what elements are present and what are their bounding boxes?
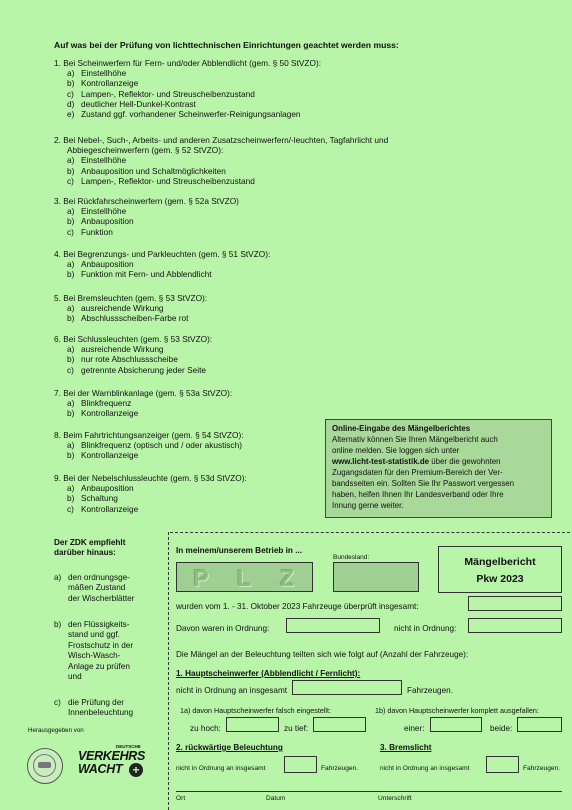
plz-letter: Z [279,565,295,591]
item-letter: c) [54,698,61,707]
checklist-section [54,430,244,461]
checklist-item [54,109,321,119]
bundesland-field[interactable] [333,562,419,592]
too-high-input[interactable] [226,717,279,732]
item-letter: c) [67,88,74,99]
plz-letter: P [193,565,209,591]
zdk-line [54,641,133,651]
checklist-item [54,493,247,503]
checklist-item [54,176,388,186]
section-headlights-title: 1. Hauptscheinwerfer (Abblendlicht / Fernlicht): [176,669,361,678]
item-text: nur rote Abschlussscheibe [81,354,178,365]
item-text: Kontrollanzeige [81,450,139,461]
zdk-item-text: den ordnungsge- [68,573,130,582]
section-title: 4. Bei Begrenzungs- und Parkleuchten (gem. § 51 StVZO): [54,249,271,259]
zdk-item-text: stand und ggf. [68,630,120,640]
item-text: Zustand ggf. vorhandener Scheinwerfer-Reinigungsanlagen [81,109,301,120]
item-text: getrennte Absicherung jeder Seite [81,364,207,375]
rear-input[interactable] [284,756,317,773]
checklist-item [54,206,239,216]
plus-icon: + [129,763,143,777]
bundesland-label: Bundesland: [333,554,370,561]
report-title: Mängelbericht [464,556,536,568]
zdk-item-text: den Flüssigkeits- [68,620,130,629]
in-order-input[interactable] [286,618,380,633]
online-text: Alternativ können Sie Ihren Mängelbericht auch [332,435,498,444]
item-letter: b) [67,165,75,176]
zdk-item-text: mäßen Zustand [68,583,126,593]
item-letter: a) [67,440,75,451]
section-title: 1. Bei Scheinwerfern für Fern- und/oder Abblendlicht (gem. § 50 StVZO): [54,58,322,68]
verkehrswacht-logo: DEUTSCHE VERKEHRS WACHT + [78,744,146,777]
item-text: Schaltung [81,493,118,504]
item-text: ausreichende Wirkung [81,303,164,314]
section-title: 7. Bei der Warnblinkanlage (gem. § 53a StVZO): [54,388,233,398]
online-info-box [325,419,552,518]
zdk-item-text: und [68,672,82,682]
signature-line[interactable] [176,791,562,792]
zdk-recommendation [54,538,125,559]
one-label: einer: [404,724,425,733]
item-letter: e) [67,109,75,120]
checklist-item [54,227,239,237]
zdk-line [54,630,133,640]
checklist-section [54,196,239,237]
checklist-section [54,135,388,186]
zdk-title: darüber hinaus: [54,548,116,558]
in-order-label: Davon waren in Ordnung: [176,624,270,633]
zdk-item-text: Wisch-Wasch- [68,651,121,661]
zdk-line [54,651,133,661]
zdk-line [54,573,134,583]
item-text: ausreichende Wirkung [81,344,164,355]
not-in-order-input[interactable] [468,618,562,633]
item-text: Anbauposition [81,259,134,270]
item-letter: a) [67,155,75,166]
vehicles-label: Fahrzeugen. [407,686,453,695]
item-letter: a) [67,206,75,217]
checklist-item [54,89,321,99]
online-text: Zugangsdaten für den Premium-Bereich der Ver- [332,468,503,477]
section-brake-title: 3. Bremslicht [380,743,432,752]
zdk-line [54,620,133,630]
zdk-item-text: Innenbeleuchtung [68,708,134,718]
item-text: Anbauposition und Schaltmöglichkeiten [81,165,226,176]
zdk-line [54,708,133,718]
checklist-section [54,249,270,280]
item-letter: b) [67,269,75,280]
checklist-section [54,473,247,514]
both-failed-input[interactable] [517,717,562,732]
cut-line-top [170,532,570,533]
zdk-item-text: Frostschutz in der [68,640,134,650]
item-letter: c) [67,503,74,514]
item-text: Einstellhöhe [81,68,127,79]
section-title: 2. Bei Nebel-, Such-, Arbeits- und anderen Zusatzscheinwerfern/-leuchten, Tagfahrlicht und [54,135,389,145]
item-text: Anbauposition [81,216,134,227]
checklist-item [54,450,244,460]
too-low-label: zu tief: [284,724,309,733]
item-letter: a) [54,573,62,582]
checklist-item [54,483,247,493]
total-checked-label: wurden vom 1. - 31. Oktober 2023 Fahrzeuge überprüft insgesamt: [176,602,419,611]
defects-intro: Die Mängel an der Beleuchtung teilten sich wie folgt auf (Anzahl der Fahrzeuge): [176,650,469,659]
plz-field[interactable] [176,562,313,592]
headlights-failed-label: 1b) davon Hauptscheinwerfer komplett ausgefallen: [375,706,539,715]
not-in-order-label: nicht in Ordnung: [394,624,457,633]
checklist-item [54,504,247,514]
section-rear-title: 2. rückwärtige Beleuchtung [176,743,283,752]
one-failed-input[interactable] [430,717,482,732]
item-text: Lampen-, Reflektor- und Streuscheibenzustand [81,88,255,99]
checklist-item [54,68,321,78]
section-title-cont: Abbiegescheinwerfern (gem. § 52 StVZO): [67,145,224,156]
zdk-title: Der ZDK empfiehlt [54,538,126,547]
rear-vehicles-label: Fahrzeugen. [321,765,359,772]
item-letter: c) [67,364,74,375]
section-title: 8. Beim Fahrtrichtungsanzeiger (gem. § 54 StVZO): [54,430,244,440]
checklist-item [54,365,212,375]
online-url[interactable]: www.licht-test-statistik.de [332,457,430,466]
zdk-line [54,698,133,708]
date-label: Datum [266,795,286,802]
headlights-misaligned-label: 1a) davon Hauptscheinwerfer falsch eingestellt: [180,706,332,715]
online-text: haben, helfen Ihnen Ihr Landesverband oder Ihre [332,490,504,499]
item-letter: b) [67,354,75,365]
item-letter: a) [67,344,75,355]
item-text: Anbauposition [81,483,134,494]
item-letter: a) [67,483,75,494]
item-text: Kontrollanzeige [81,78,139,89]
online-title: Online-Eingabe des Mängelberichtes [332,424,471,433]
cut-line-left [168,532,169,810]
item-text: Lampen-, Reflektor- und Streuscheibenzustand [81,175,255,186]
checklist-item [54,269,270,279]
page-heading: Auf was bei der Prüfung von lichttechnischen Einrichtungen geachtet werden muss: [54,40,399,50]
both-label: beide: [490,724,513,733]
online-text: www.licht-test-statistik.de über die gewohnten [332,457,501,466]
item-letter: a) [67,259,75,270]
zdk-item-a [54,573,134,604]
zdk-line [54,594,134,604]
item-text: Funktion [81,226,113,237]
total-checked-input[interactable] [468,596,562,611]
zdk-item-text: die Prüfung der [68,698,124,707]
checklist-section [54,388,232,419]
zdk-line [54,672,133,682]
checklist-item [54,303,207,313]
brake-vehicles-label: Fahrzeugen. [523,765,561,772]
item-text: Einstellhöhe [81,206,127,217]
checklist-item [54,354,212,364]
item-letter: b) [67,493,75,504]
publisher-label: Herausgegeben von [28,727,84,734]
item-letter: a) [67,303,75,314]
checklist-item [54,99,321,109]
checklist-item [54,166,388,176]
item-letter: b) [67,408,75,419]
section-title: 9. Bei der Nebelschlussleuchte (gem. § 53d StVZO): [54,473,247,483]
zdk-line [54,662,133,672]
section-title: 6. Bei Schlussleuchten (gem. § 53 StVZO): [54,334,213,344]
zdk-seal-logo [27,748,63,784]
checklist-section [54,293,207,324]
item-letter: a) [67,68,75,79]
zdk-item-c [54,698,133,719]
online-text: bandsseiten ein. Sollten Sie Ihr Passwort vergessen [332,479,515,488]
headlights-total-input[interactable] [292,680,402,695]
item-letter: b) [67,313,75,324]
item-text: Kontrollanzeige [81,408,139,419]
zdk-item-text: der Wischerblätter [68,593,135,603]
item-letter: c) [67,226,74,237]
item-letter: b) [54,620,62,629]
checklist-item [54,408,232,418]
checklist-item [54,398,232,408]
item-letter: d) [67,98,75,109]
item-text: Blinkfrequenz (optisch und / oder akustisch) [81,440,242,451]
item-text: deutlicher Hell-Dunkel-Kontrast [81,98,196,109]
item-text: Funktion mit Fern- und Abblendlicht [81,269,212,280]
rear-row-label: nicht in Ordnung an insgesamt [176,765,266,772]
item-letter: a) [67,398,75,409]
item-text: Kontrollanzeige [81,503,139,514]
too-high-label: zu hoch: [190,724,221,733]
checklist-item [54,78,321,88]
online-text: Innung gerne weiter. [332,501,404,510]
betrieb-label: In meinem/unserem Betrieb in ... [176,546,303,555]
report-subtitle: Pkw 2023 [476,573,524,585]
zdk-line [54,583,134,593]
place-label: Ort [176,795,186,802]
checklist-section [54,58,321,119]
zdk-item-text: Anlage zu prüfen [68,661,130,671]
item-text: Blinkfrequenz [81,398,132,409]
too-low-input[interactable] [313,717,366,732]
brake-row-label: nicht in Ordnung an insgesamt [380,765,470,772]
checklist-item [54,313,207,323]
item-text: Einstellhöhe [81,155,127,166]
checklist-item [54,155,388,165]
online-text: online melden. Sie loggen sich unter [332,446,460,455]
headlights-row-label: nicht in Ordnung an insgesamt [176,686,288,695]
checklist-item [54,344,212,354]
brake-input[interactable] [486,756,519,773]
zdk-item-b [54,620,133,682]
checklist-item [54,259,270,269]
checklist-item [54,440,244,450]
section-title: 3. Bei Rückfahrscheinwerfern (gem. § 52a StVZO) [54,196,239,206]
signature-label: Unterschrift [378,795,412,802]
checklist-item [54,216,239,226]
plz-letter: L [236,565,252,591]
item-letter: b) [67,450,75,461]
item-letter: c) [67,175,74,186]
item-letter: b) [67,78,75,89]
section-title: 5. Bei Bremsleuchten (gem. § 53 StVZO): [54,293,208,303]
checklist-section [54,334,212,375]
item-text: Abschlussscheiben-Farbe rot [81,313,189,324]
report-title-box [438,546,562,593]
item-letter: b) [67,216,75,227]
